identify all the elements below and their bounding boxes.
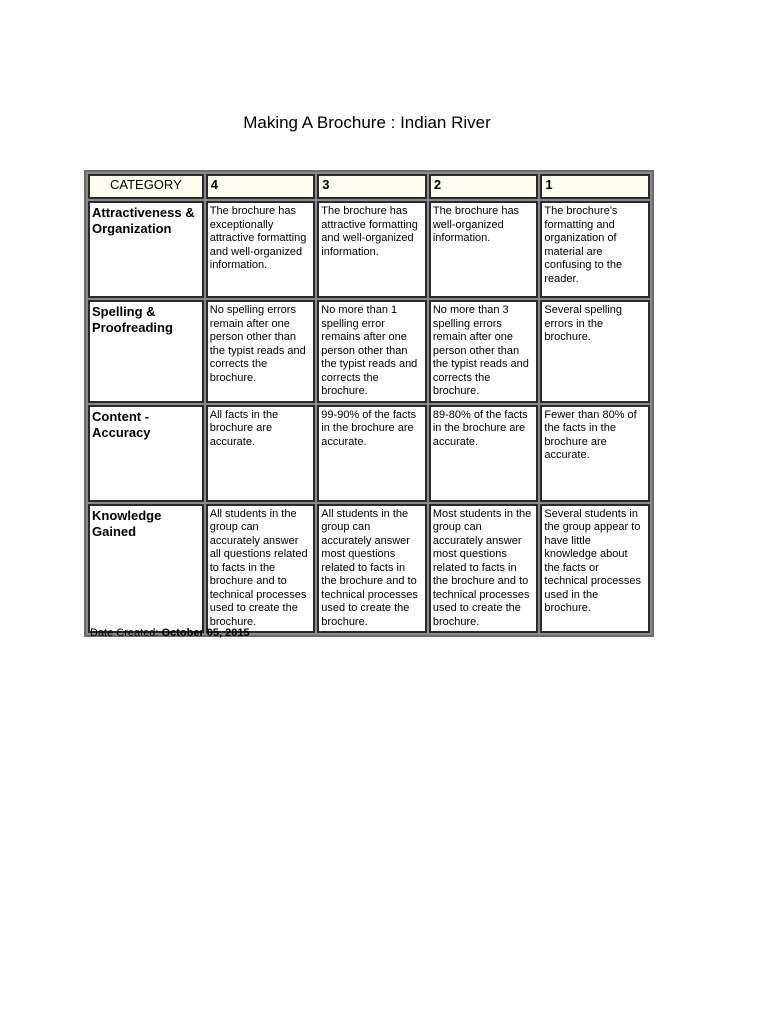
table-cell: No spelling errors remain after one person other than the typist reads and corrects the brochure. [206,300,316,403]
row-category: Attractiveness & Organization [88,201,204,298]
table-row [88,300,650,403]
table-cell: The brochure's formatting and organization of material are confusing to the reader. [540,201,650,298]
table-cell: Several students in the group appear to have little knowledge about the facts or technical processes used in the brochure. [540,504,650,634]
table-cell: The brochure has exceptionally attractive formatting and well-organized information. [206,201,316,298]
table-row [88,201,650,298]
header-score-4: 4 [206,174,316,199]
table-cell: The brochure has well-organized information. [429,201,539,298]
table-cell: All students in the group can accurately answer all questions related to facts in the brochure and to technical processes used to create the brochure. [206,504,316,634]
table-cell: Fewer than 80% of the facts in the brochure are accurate. [540,405,650,502]
table-cell: Several spelling errors in the brochure. [540,300,650,403]
table-cell: All students in the group can accurately answer most questions related to facts in the brochure and to technical processes used to create the brochure. [317,504,427,634]
header-score-1: 1 [540,174,650,199]
date-created-value: October 05, 2015 [161,627,250,639]
row-category: Content - Accuracy [88,405,204,502]
date-created [90,627,250,639]
table-cell: The brochure has attractive formatting and well-organized information. [317,201,427,298]
header-score-2: 2 [429,174,539,199]
date-created-label: Date Created: [90,627,162,639]
table-row [88,405,650,502]
table-cell: No more than 1 spelling error remains after one person other than the typist reads and corrects the brochure. [317,300,427,403]
table-cell: 89-80% of the facts in the brochure are accurate. [429,405,539,502]
header-category: CATEGORY [88,174,204,199]
header-score-3: 3 [317,174,427,199]
table-cell: Most students in the group can accurately answer most questions related to facts in the brochure and to technical processes used to create the brochure. [429,504,539,634]
table-header-row [88,174,650,199]
row-category: Knowledge Gained [88,504,204,634]
rubric-table [84,170,654,637]
row-category: Spelling & Proofreading [88,300,204,403]
table-row [88,504,650,634]
table-cell: No more than 3 spelling errors remain after one person other than the typist reads and corrects the brochure. [429,300,539,403]
table-cell: 99-90% of the facts in the brochure are accurate. [317,405,427,502]
table-cell: All facts in the brochure are accurate. [206,405,316,502]
document-title: Making A Brochure : Indian River [243,113,491,132]
